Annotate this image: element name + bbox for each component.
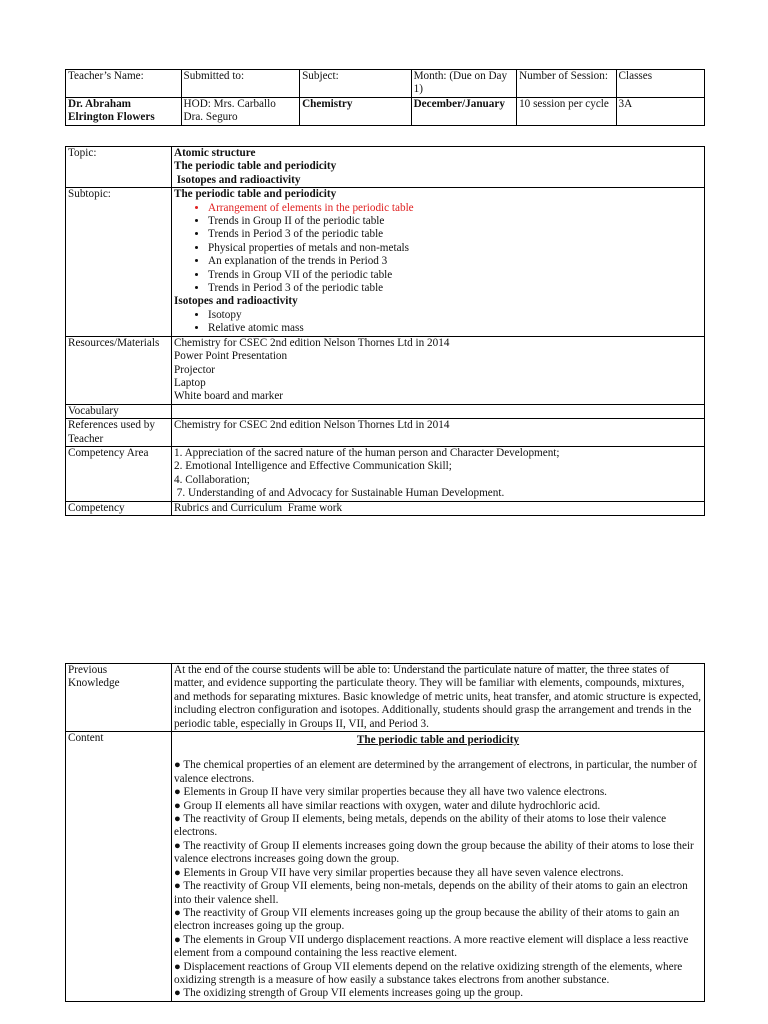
content-point: ● Displacement reactions of Group VII elements depend on the relative oxidizing strength of the elements, where oxidizing strength is a measure of how easily a substance takes electrons from another substance. <box>174 960 683 986</box>
competency-area-label: Competency Area <box>66 446 172 501</box>
resource-line: Power Point Presentation <box>174 350 288 363</box>
content-point: ● The oxidizing strength of Group VII elements increases going up the group. <box>174 987 524 1000</box>
content-label: Content <box>66 732 172 1002</box>
content-point: ● The reactivity of Group VII elements, being non-metals, depends on the ability of their atoms to gain an electron into their valence shell. <box>174 880 688 906</box>
content-point: ● Group II elements all have similar reactions with oxygen, water and dilute hydrochloric acid. <box>174 799 601 812</box>
competency-line: 1. Appreciation of the sacred nature of the human person and Character Development; <box>174 446 560 459</box>
vocabulary-label: Vocabulary <box>66 404 172 418</box>
subject-value: Chemistry <box>300 97 412 125</box>
content-point: ● The reactivity of Group II elements increases going down the group because the ability of their atoms to lose their valence electrons increases going down the group. <box>174 839 694 866</box>
vocabulary-value <box>172 404 705 418</box>
list-item: • Isotopy <box>208 309 702 322</box>
list-item: • Relative atomic mass <box>208 322 702 335</box>
resources-value <box>172 336 705 404</box>
plan-table <box>65 146 705 516</box>
competency-line: 7. Understanding of and Advocacy for Sustainable Human Development. <box>174 487 505 500</box>
topic-line: The periodic table and periodicity <box>174 160 337 173</box>
previous-knowledge-label: Previous Knowledge <box>66 664 172 732</box>
competency-area-value <box>172 446 705 501</box>
submitted-to-value: HOD: Mrs. Carballo Dra. Seguro <box>181 97 300 125</box>
competency-label: Competency <box>66 501 172 515</box>
previous-knowledge-value: At the end of the course students will be able to: Understand the particulate nature of matter, the three states of matter, and evidence supporting the particulate theory. They will be familiar with elements, compounds, mixtures, and methods for separating mixtures. Basic knowledge of metric units, heat transfer, and atomic structure is expected, including electron configuration and isotopes. Additionally, students should grasp the arrangement and trends in the periodic table, especially in Groups II, VII, and Period 3. <box>172 664 705 732</box>
content-point: ● Elements in Group II have very similar properties because they all have two valence electrons. <box>174 786 607 799</box>
month-label: Month: (Due on Day 1) <box>411 70 516 98</box>
submitted-to-label: Submitted to: <box>181 70 300 98</box>
content-value <box>172 732 705 1002</box>
topic-line: Atomic structure <box>174 147 256 159</box>
subtopic-value <box>172 188 705 336</box>
list-item: • Physical properties of metals and non-metals <box>208 242 702 255</box>
content-point: ● Elements in Group VII have very similar properties because they all have seven valence electrons. <box>174 866 624 879</box>
list-item: • An explanation of the trends in Period 3 <box>208 255 702 268</box>
list-item: • Trends in Group II of the periodic table <box>208 215 702 228</box>
header-table <box>65 69 705 126</box>
resource-line: Projector <box>174 363 216 376</box>
resource-line: Chemistry for CSEC 2nd edition Nelson Thornes Ltd in 2014 <box>174 336 450 349</box>
resource-line: Laptop <box>174 376 206 389</box>
content-table <box>65 663 705 1002</box>
list-item: • Trends in Period 3 of the periodic table <box>208 282 702 295</box>
topic-value <box>172 147 705 188</box>
teacher-name-value: Dr. Abraham Elrington Flowers <box>66 97 182 125</box>
references-value: Chemistry for CSEC 2nd edition Nelson Thornes Ltd in 2014 <box>172 419 705 447</box>
classes-label: Classes <box>616 70 704 98</box>
content-point: ● The reactivity of Group VII elements increases going up the group because the ability of their atoms to gain an electron increases going up the group. <box>174 906 680 933</box>
content-point: ● The chemical properties of an element are determined by the arrangement of electrons, in particular, the number of valence electrons. <box>174 759 697 785</box>
sessions-value: 10 session per cycle <box>517 97 616 125</box>
classes-value: 3A <box>616 97 704 125</box>
subject-label: Subject: <box>300 70 412 98</box>
content-heading: The periodic table and periodicity <box>356 734 520 747</box>
competency-value: Rubrics and Curriculum Frame work <box>172 501 705 515</box>
list-item: • Trends in Period 3 of the periodic table <box>208 228 702 241</box>
subtopic-heading: The periodic table and periodicity <box>174 188 337 201</box>
teacher-name-label: Teacher’s Name: <box>66 70 182 98</box>
content-point: ● The elements in Group VII undergo displacement reactions. A more reactive element will displace a less reactive element from a compound containing the less reactive element. <box>174 933 689 960</box>
subtopic-list <box>174 202 702 296</box>
list-item: • Trends in Group VII of the periodic table <box>208 269 702 282</box>
topic-line: Isotopes and radioactivity <box>174 173 301 186</box>
subtopic-label: Subtopic: <box>66 188 172 336</box>
competency-line: 4. Collaboration; <box>174 473 250 486</box>
resources-label: Resources/Materials <box>66 336 172 404</box>
subtopic-list <box>174 309 702 336</box>
references-label: References used by Teacher <box>66 419 172 447</box>
list-item: • Arrangement of elements in the periodic table <box>208 202 702 215</box>
sessions-label: Number of Session: <box>517 70 616 98</box>
content-point: ● The reactivity of Group II elements, being metals, depends on the ability of their atoms to lose their valence electrons. <box>174 813 667 839</box>
resource-line: White board and marker <box>174 390 284 403</box>
subtopic-heading: Isotopes and radioactivity <box>174 295 298 308</box>
competency-line: 2. Emotional Intelligence and Effective Communication Skill; <box>174 460 452 473</box>
topic-label: Topic: <box>66 147 172 188</box>
month-value: December/January <box>411 97 516 125</box>
